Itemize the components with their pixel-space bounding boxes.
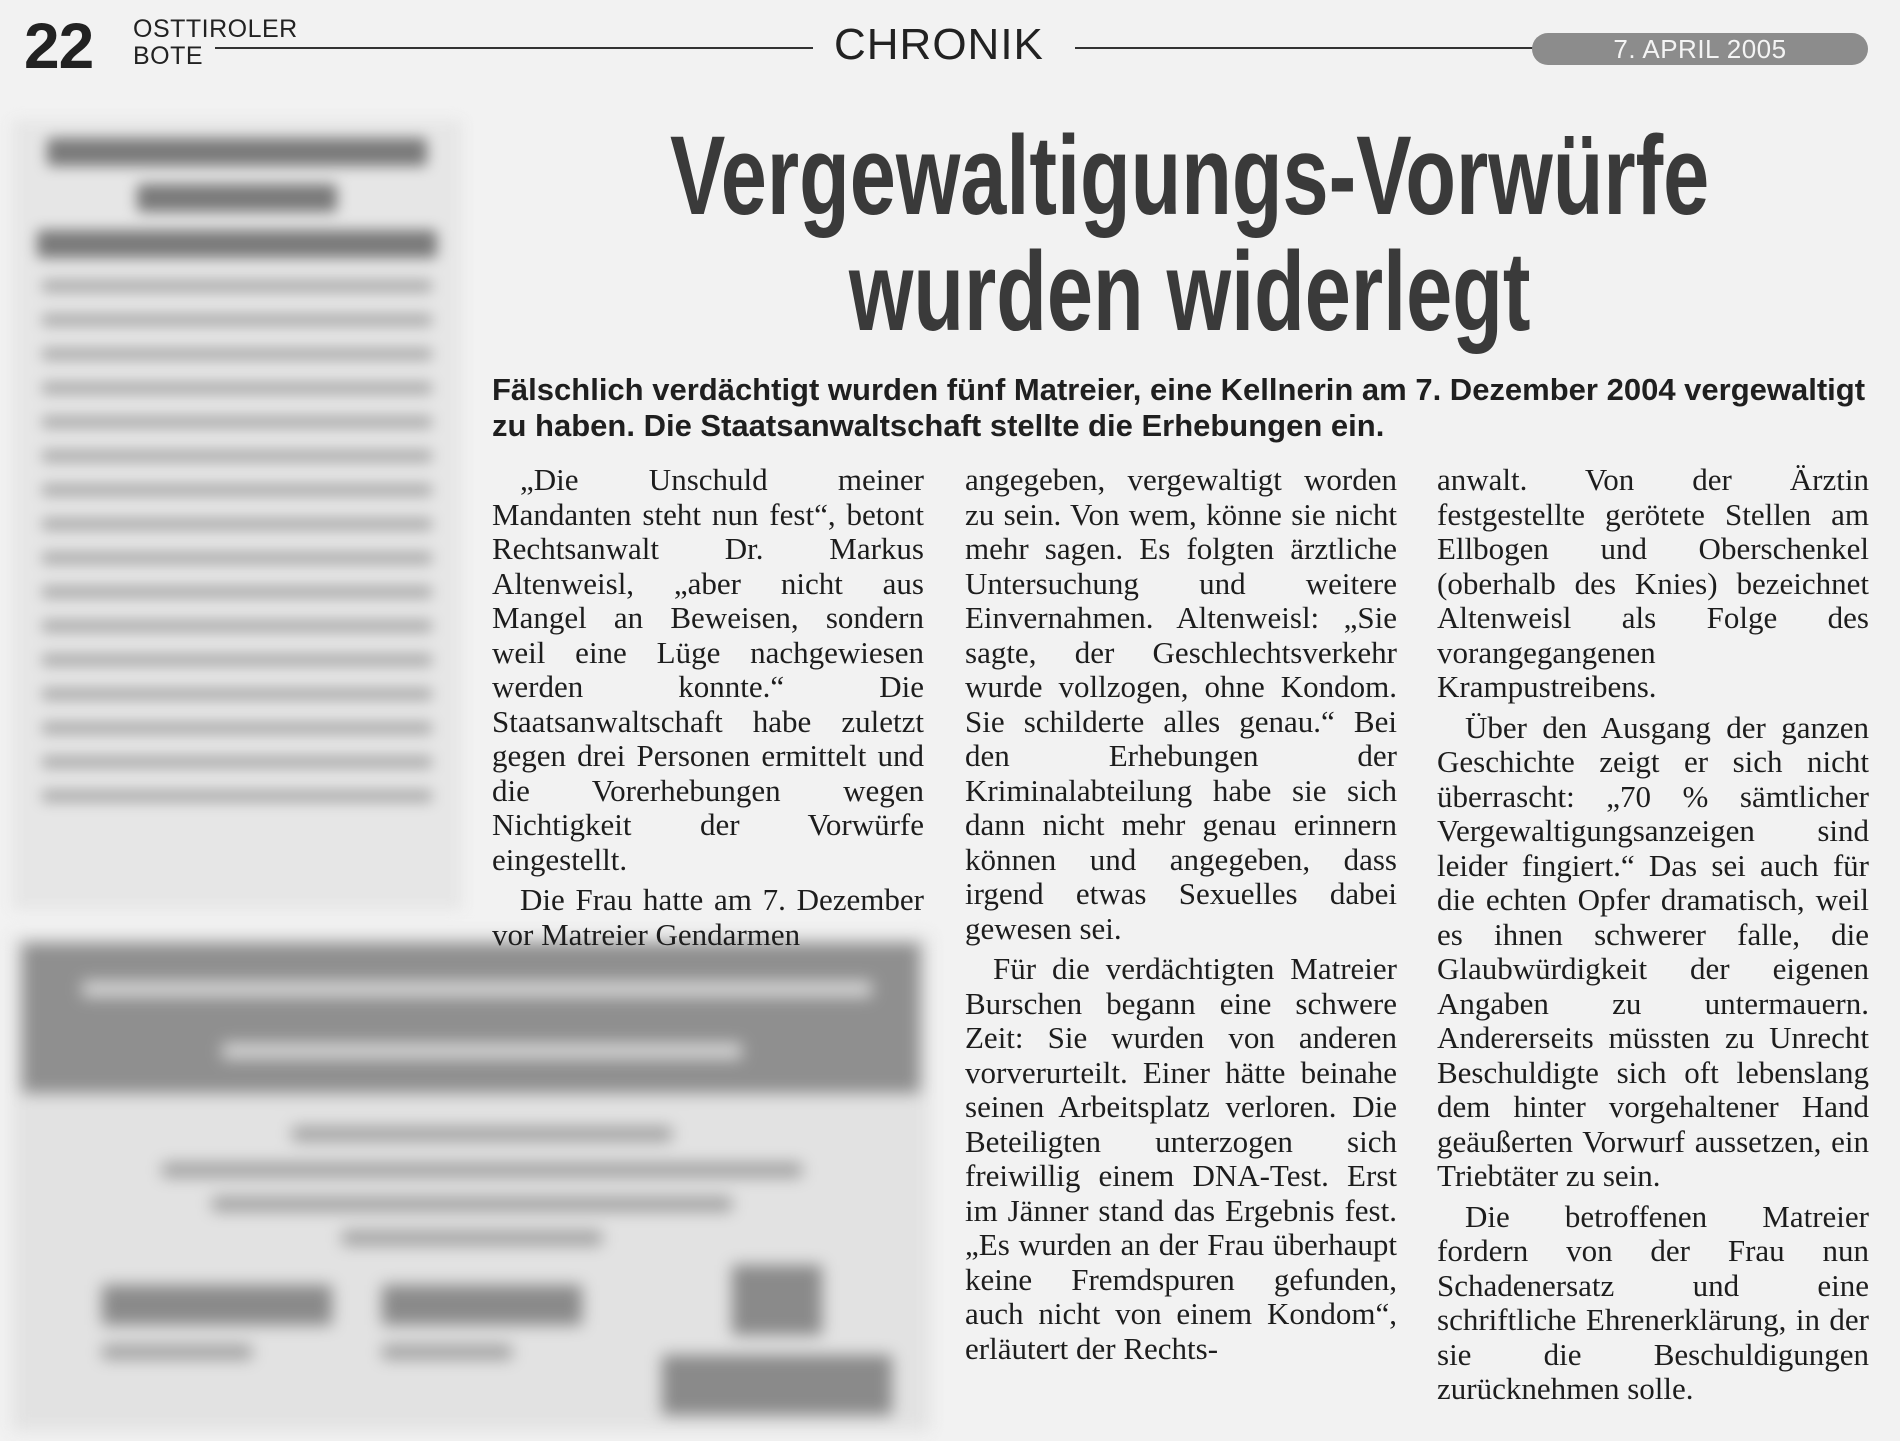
blurred-advertisement (12, 935, 930, 1431)
headline-line-1: Vergewaltigungs-Vorwürfe (670, 113, 1710, 238)
blurred-side-article (12, 120, 462, 910)
article-column-2 (965, 463, 1397, 1366)
newspaper-name (133, 16, 298, 70)
newspaper-name-line2: BOTE (133, 42, 204, 70)
article-column-1 (492, 463, 924, 952)
article-headline (480, 113, 1899, 354)
column-3-paragraph-3: Die betroffenen Matreier fordern von der Frau nun Schadenersatz und eine schriftliche Ehrenerklärung, in der sie die Beschuldigungen zurücknehmen solle. (1437, 1198, 1869, 1406)
column-3-paragraph-1: anwalt. Von der Ärztin festgestellte gerötete Stellen am Ellbogen und Oberschenkel (oberhalb des Knies) bezeichnet Altenweisl als Folge des vorangegangenen Krampustreibens. (1437, 462, 1869, 704)
article-lead: Fälschlich verdächtigt wurden fünf Matreier, eine Kellnerin am 7. Dezember 2004 vergewaltigt zu haben. Die Staatsanwaltschaft stellte die Erhebungen ein. (492, 372, 1866, 443)
article-column-3 (1437, 463, 1869, 1407)
section-title: CHRONIK (834, 20, 1044, 69)
column-1-paragraph-2: Die Frau hatte am 7. Dezember vor Matreier Gendarmen (492, 882, 924, 952)
newspaper-name-line1: OSTTIROLER (133, 15, 298, 43)
column-3-paragraph-2: Über den Ausgang der ganzen Geschichte zeigt er sich nicht überrascht: „70 % sämtlicher Vergewaltigungsanzeigen sind leider fingiert.“ Das sei auch für die echten Opfer dramatisch, weil es ihnen schwerer falle, die Glaubwürdigkeit der eigenen Angaben zu untermauern. Andererseits müssten zu Unrecht Beschuldigte sich oft lebenslang dem hinter vorgehaltener Hand geäußerten Vorwurf aussetzen, ein Triebtäter zu sein. (1437, 709, 1869, 1193)
headline-line-2: wurden widerlegt (848, 229, 1531, 354)
column-2-paragraph-1: angegeben, vergewaltigt worden zu sein. Von wem, könne sie nicht mehr sagen. Es folgten ärztliche Untersuchung und weitere Einvernahmen. Altenweisl: „Sie sagte, der Geschlechtsverkehr wurde vollzogen, ohne Kondom. Sie schilderte alles genau.“ Bei den Erhebungen der Kriminalabteilung habe sie sich dann nicht mehr genau erinnern können und angegeben, dass irgend etwas Sexuelles dabei gewesen sei. (965, 462, 1397, 946)
issue-date: 7. APRIL 2005 (1532, 33, 1868, 65)
header-rule-right (1075, 47, 1535, 49)
page-number: 22 (24, 10, 94, 82)
column-1-paragraph-1: „Die Unschuld meiner Mandanten steht nun fest“, betont Rechtsanwalt Dr. Markus Altenweisl, „aber nicht aus Mangel an Beweisen, sondern weil eine Lüge nachgewiesen werden konnte.“ Die Staatsanwaltschaft habe zuletzt gegen drei Personen ermittelt und die Vorerhebungen wegen Nichtigkeit der Vorwürfe eingestellt. (492, 462, 924, 877)
column-2-paragraph-2: Für die verdächtigten Matreier Burschen begann eine schwere Zeit: Sie wurden von anderen vorverurteilt. Einer hätte beinahe seinen Arbeitsplatz verloren. Die Beteiligten unterzogen sich freiwillig einem DNA-Test. Erst im Jänner stand das Ergebnis fest. „Es wurden an der Frau überhaupt keine Fremdspuren gefunden, auch nicht von einem Kondom“, erläutert der Rechts- (965, 951, 1397, 1366)
header-rule-left (215, 47, 813, 49)
